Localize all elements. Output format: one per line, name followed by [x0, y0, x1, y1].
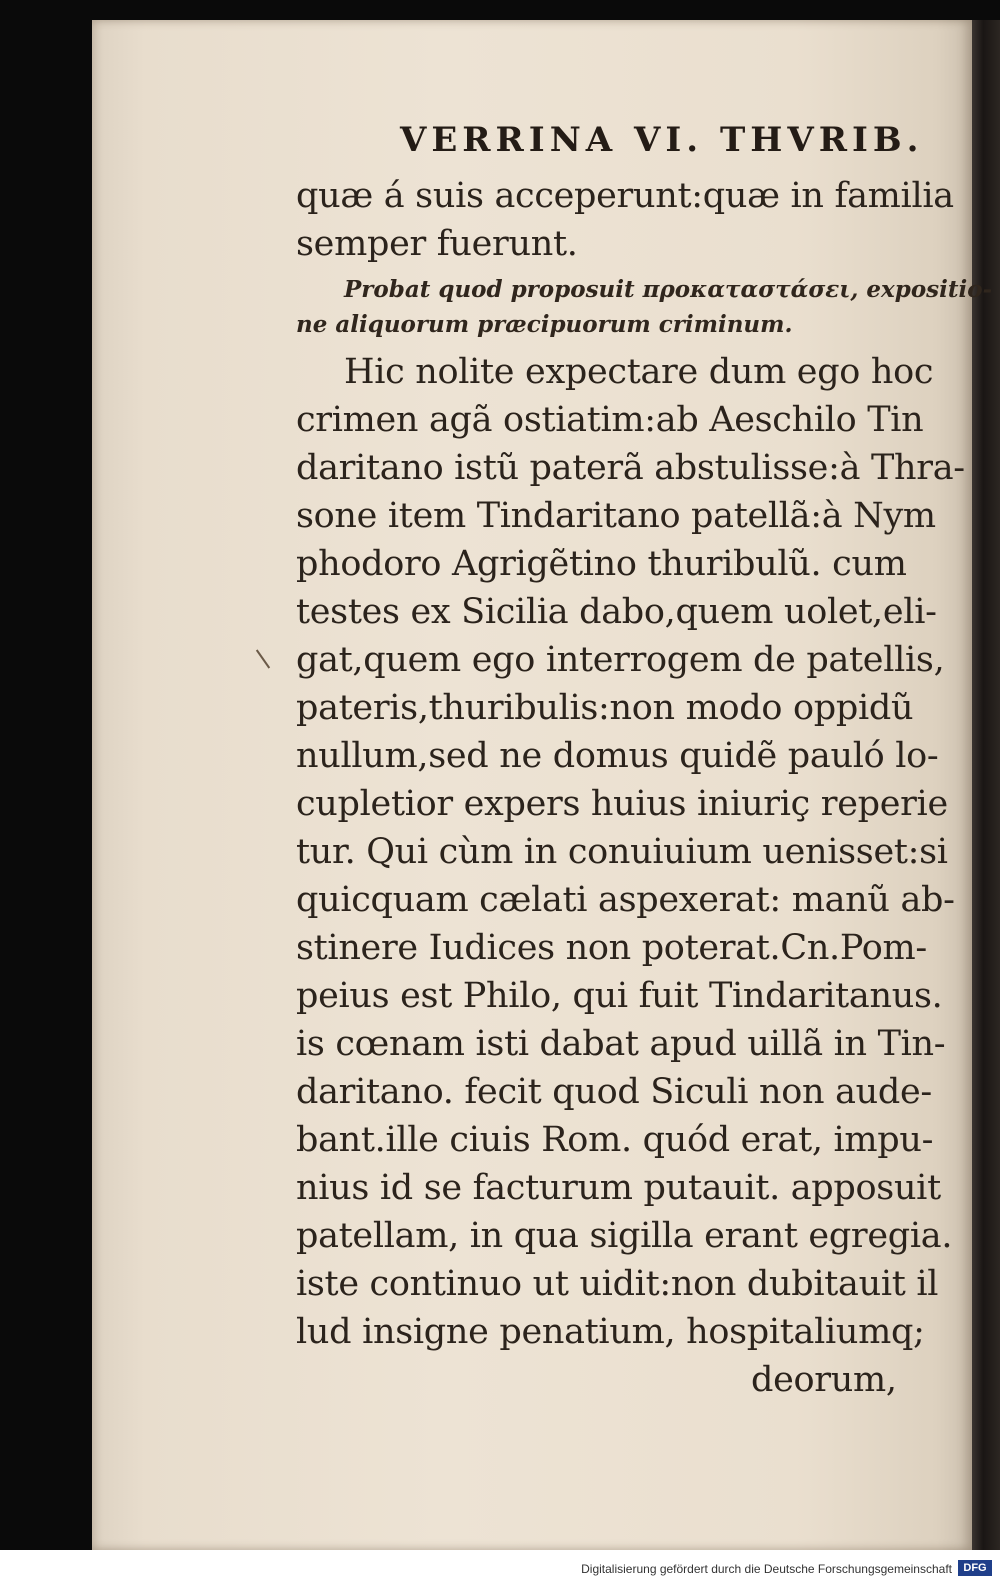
- text-line: nius id se facturum putauit. apposuit: [296, 1168, 941, 1208]
- text-line: daritano. fecit quod Siculi non aude-: [296, 1072, 932, 1112]
- text-line: testes ex Sicilia dabo,quem uolet,eli-: [296, 592, 937, 632]
- text-line: iste continuo ut uidit:non dubitauit il: [296, 1264, 939, 1304]
- text-line: quicquam cælati aspexerat: manũ ab-: [296, 880, 955, 920]
- footer-bar: [0, 1550, 1000, 1590]
- catchword: deorum,: [751, 1360, 897, 1400]
- text-line: patellam, in qua sigilla erant egregia.: [296, 1216, 953, 1256]
- text-line: sone item Tindaritano patellã:à Nym: [296, 496, 936, 536]
- funding-credit: Digitalisierung gefördert durch die Deutsche Forschungsgemeinschaft: [581, 1562, 952, 1576]
- book-spine: [972, 20, 1000, 1550]
- text-line: bant.ille ciuis Rom. quód erat, impu-: [296, 1120, 934, 1160]
- text-line: nullum,sed ne domus quidẽ pauló lo-: [296, 736, 939, 776]
- text-line: pateris,thuribulis:non modo oppidũ: [296, 688, 914, 728]
- text-line: lud insigne penatium, hospitaliumq;: [296, 1312, 925, 1352]
- text-line: stinere Iudices non poterat.Cn.Pom-: [296, 928, 927, 968]
- text-line: daritano istũ paterã abstulisse:à Thra-: [296, 448, 965, 488]
- text-line: semper fuerunt.: [296, 224, 578, 264]
- note-line: ne aliquorum præcipuorum criminum.: [296, 311, 793, 338]
- text-line: is cœnam isti dabat apud uillã in Tin-: [296, 1024, 946, 1064]
- marginal-note: [296, 272, 993, 342]
- text-line: cupletior expers huius iniuriç reperie: [296, 784, 948, 824]
- dfg-logo-icon: DFG: [958, 1560, 992, 1576]
- running-head: VERRINA VI. THVRIB.: [400, 120, 924, 160]
- note-line: Probat quod proposuit προκαταστάσει, expositio-: [344, 276, 993, 303]
- text-line: gat,quem ego interrogem de patellis,: [296, 640, 945, 680]
- text-line: Hic nolite expectare dum ego hoc: [344, 352, 934, 392]
- text-line: tur. Qui cùm in conuiuium uenisset:si: [296, 832, 948, 872]
- text-block: [296, 120, 993, 1404]
- text-line: quæ á suis acceperunt:quæ in familia: [296, 176, 954, 216]
- text-line: phodoro Agrigẽtino thuribulũ. cum: [296, 544, 907, 584]
- text-line: crimen agã ostiatim:ab Aeschilo Tin: [296, 400, 924, 440]
- text-line: peius est Philo, qui fuit Tindaritanus.: [296, 976, 943, 1016]
